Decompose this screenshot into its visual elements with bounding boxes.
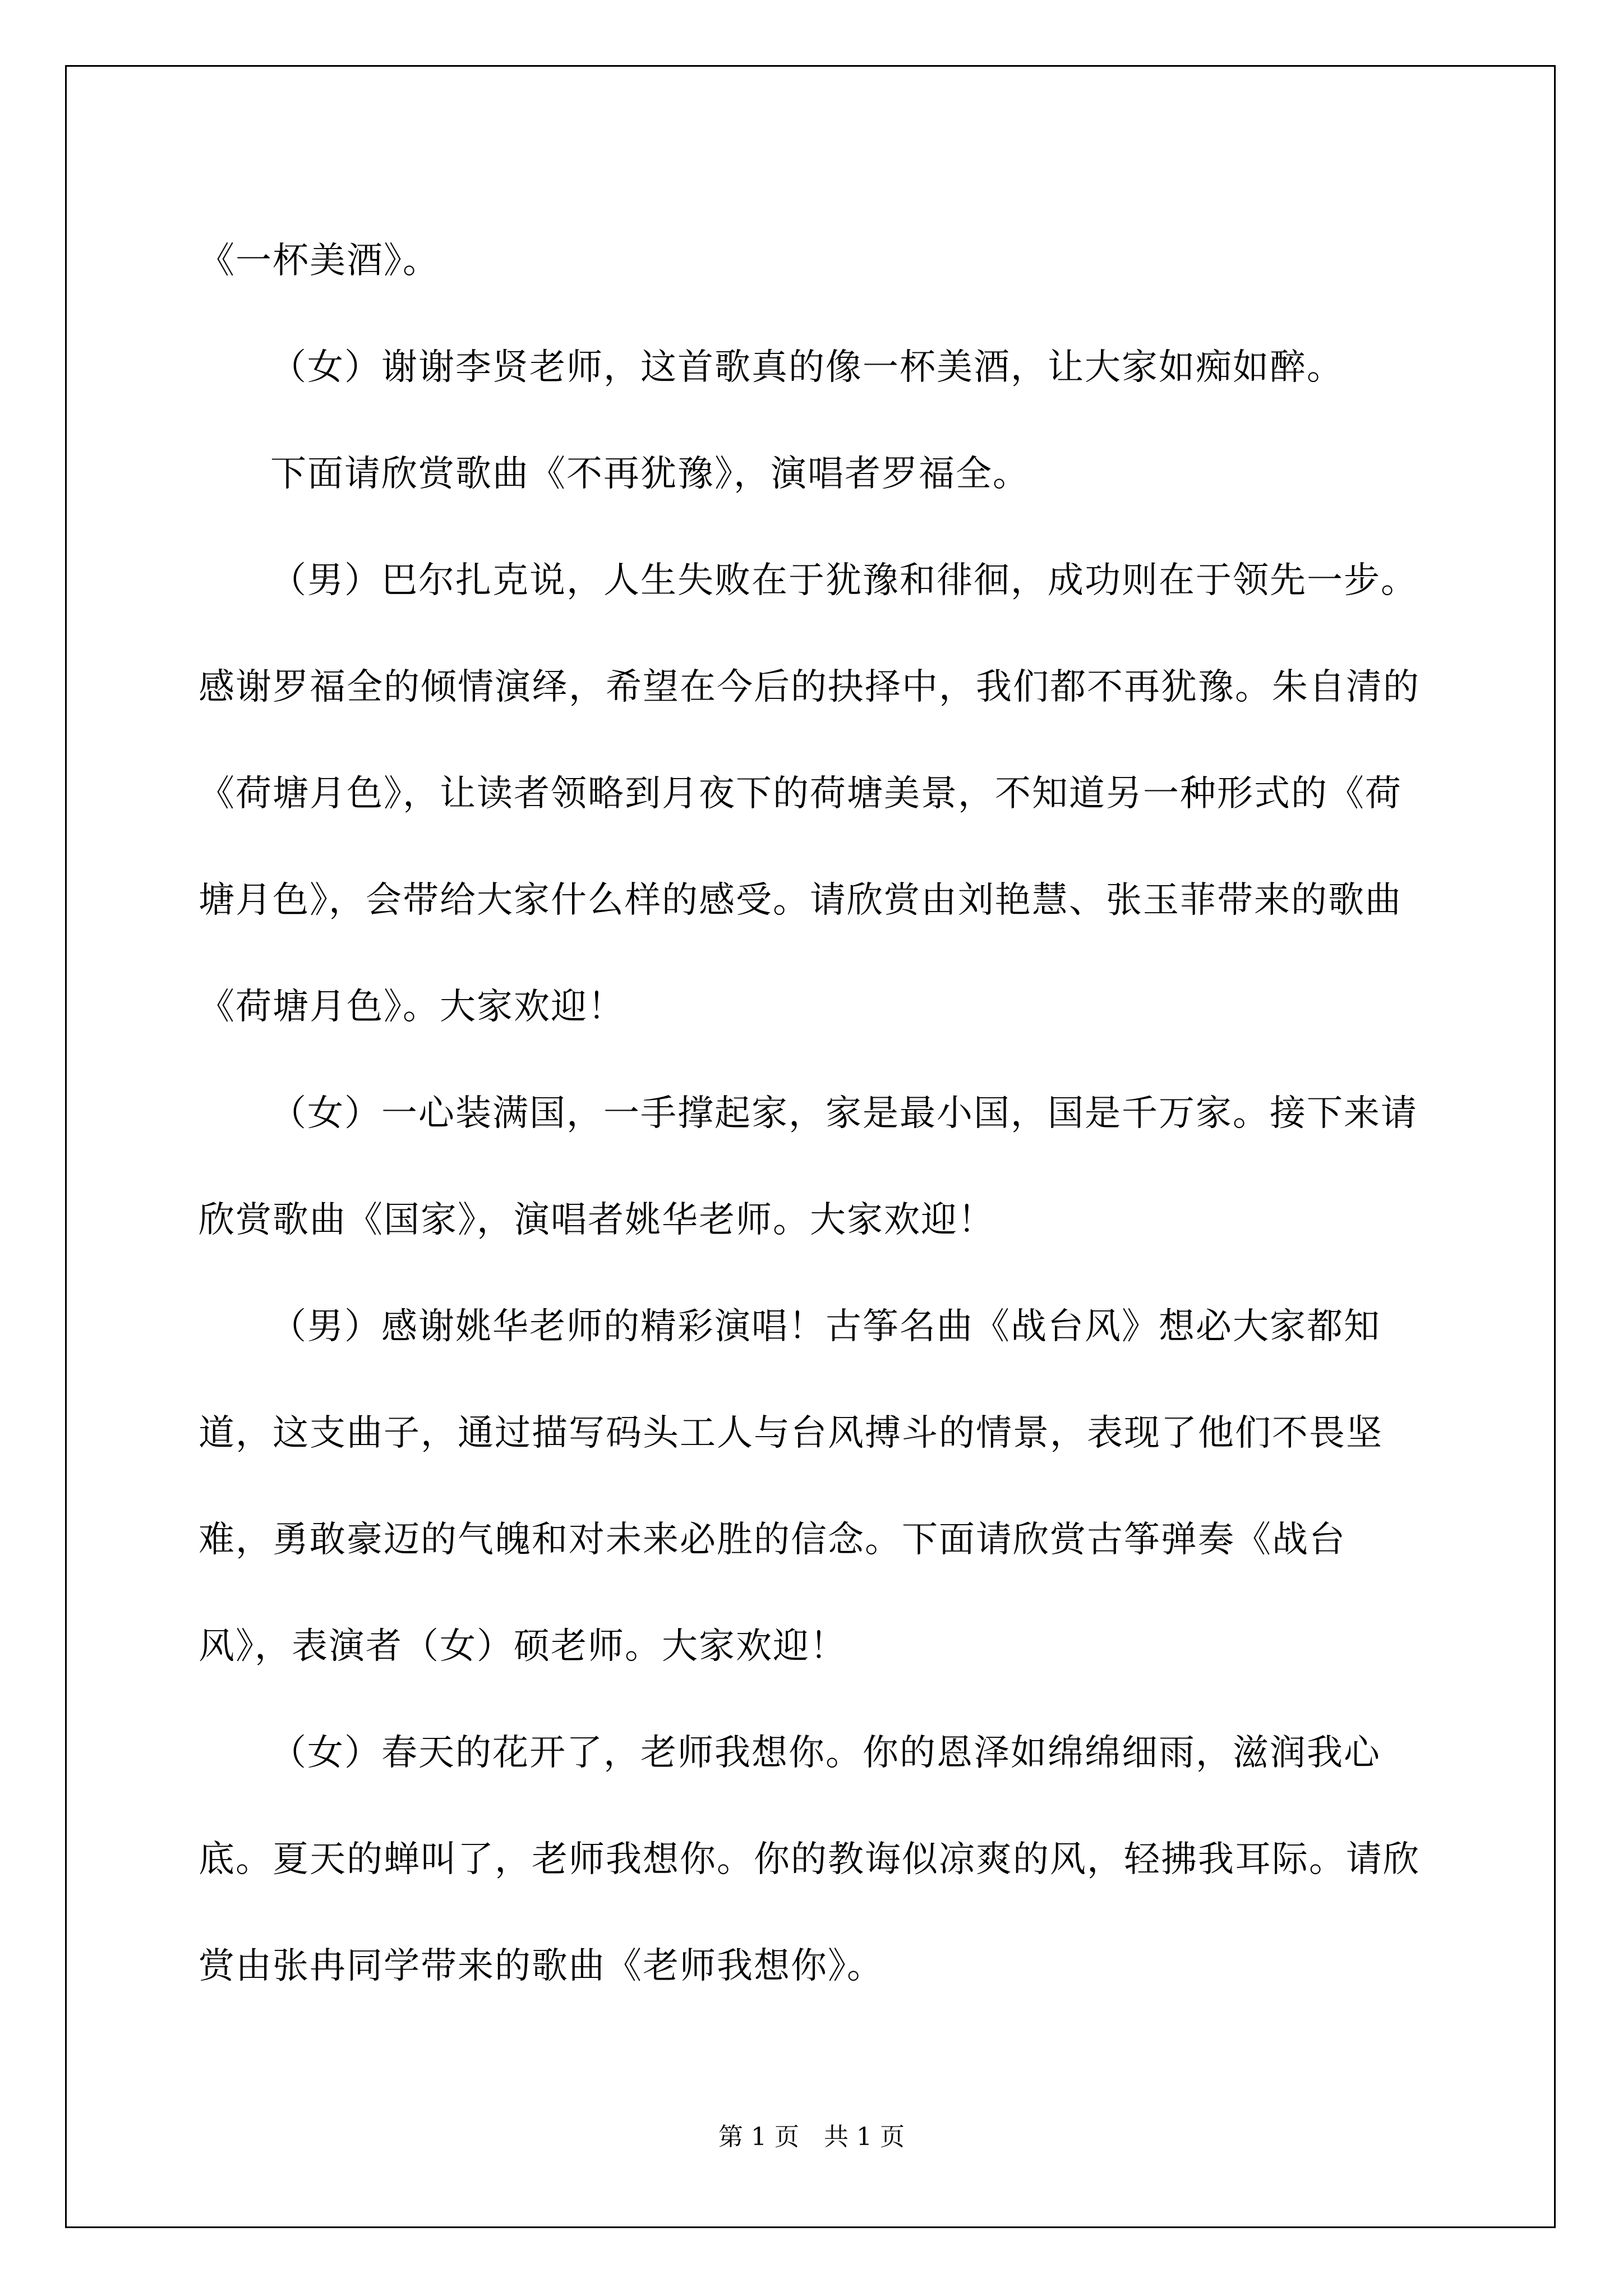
page-number-footer: 第 1 页 共 1 页 (718, 2123, 905, 2151)
paragraph: 下面请欣赏歌曲《不再犹豫》，演唱者罗福全。 (270, 453, 1030, 495)
paragraph: （女）谢谢李贤老师，这首歌真的像一杯美酒，让大家如痴如醉。 (270, 347, 1344, 388)
paragraph: （男）巴尔扎克说，人生失败在于犹豫和徘徊，成功则在于领先一步。感谢罗福全的倾情演绎，希望在今后的抉择中，我们都不再犹豫。朱自清的《荷塘月色》，让读者领略到月夜下的荷塘美景，不知道另一种形式的《荷塘月色》，会带给大家什么样的感受。请欣赏由刘艳慧、张玉菲带来的歌曲《荷塘月色》。大家欢迎！ (199, 560, 1420, 1028)
paragraph: （男）感谢姚华老师的精彩演唱！古筝名曲《战台风》想必大家都知道，这支曲子，通过描写码头工人与台风搏斗的情景，表现了他们不畏坚难，勇敢豪迈的气魄和对未来必胜的信念。下面请欣赏古筝弹奏《战台风》，表演者（女）硕老师。大家欢迎！ (199, 1306, 1383, 1667)
paragraph: （女）一心装满国，一手撑起家，家是最小国，国是千万家。接下来请欣赏歌曲《国家》，演唱者姚华老师。大家欢迎！ (199, 1093, 1418, 1241)
document-body (199, 208, 1430, 2019)
paragraph: 《一杯美酒》。 (199, 240, 440, 282)
paragraph: （女）春天的花开了，老师我想你。你的恩泽如绵绵细雨，滋润我心底。夏天的蝉叫了，老师我想你。你的教诲似凉爽的风，轻拂我耳际。请欣赏由张冉同学带来的歌曲《老师我想你》。 (199, 1732, 1420, 1987)
